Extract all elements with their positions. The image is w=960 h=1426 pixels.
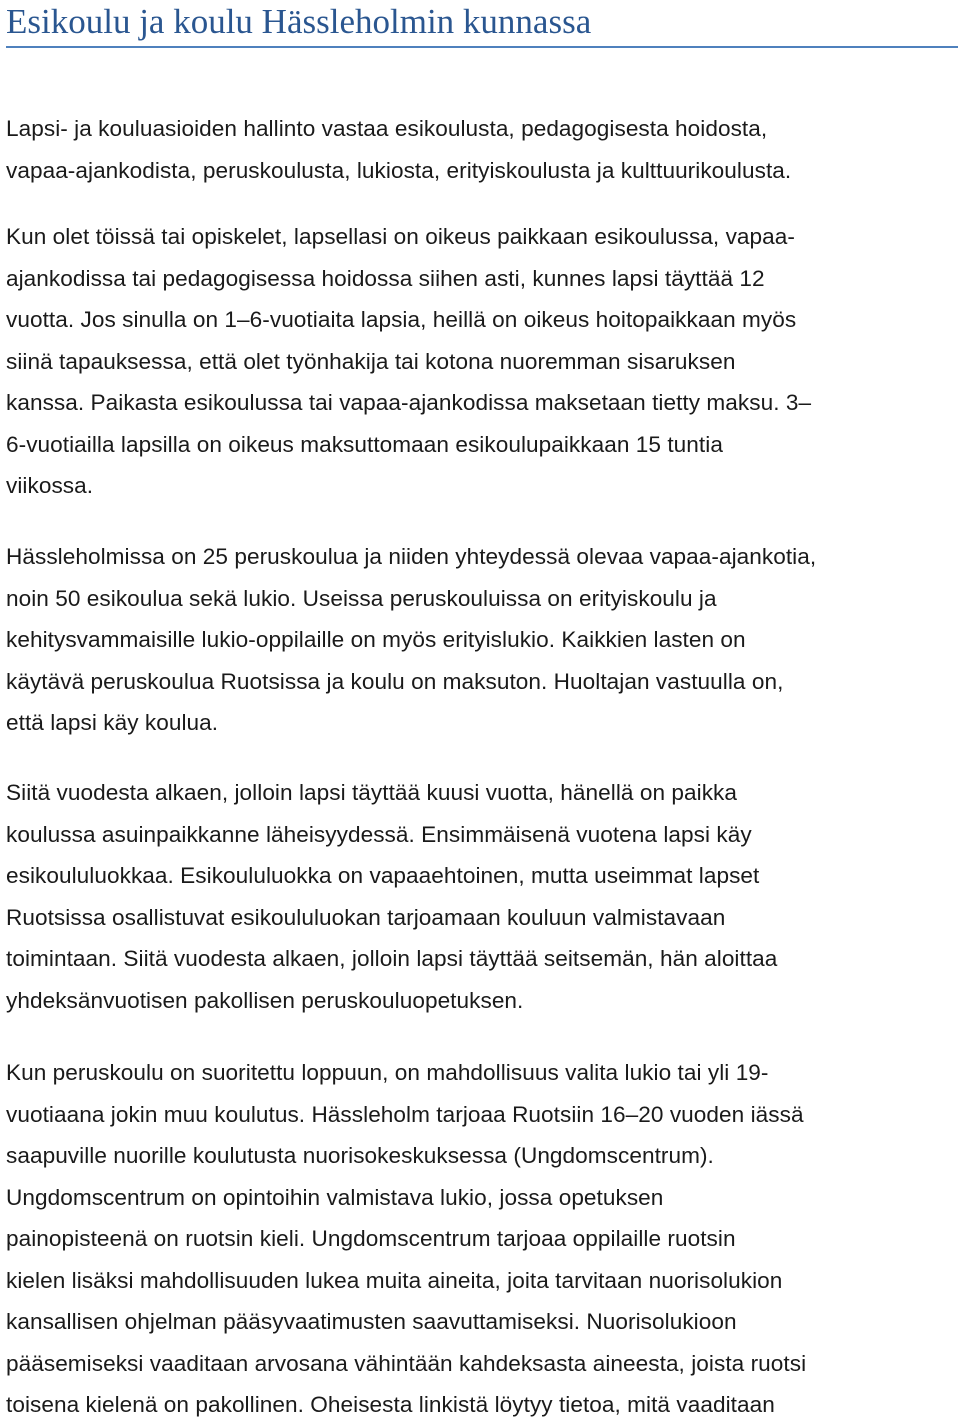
- text-line: esikoululuokkaa. Esikoululuokka on vapaaehtoinen, mutta useimmat lapset: [6, 863, 760, 888]
- text-line: Kun olet töissä tai opiskelet, lapsellasi on oikeus paikkaan esikoulussa, vapaa-: [6, 224, 795, 249]
- text-line: vuotta. Jos sinulla on 1–6-vuotiaita lapsia, heillä on oikeus hoitopaikkaan myös: [6, 307, 797, 332]
- text-line: koulussa asuinpaikkanne läheisyydessä. Ensimmäisenä vuotena lapsi käy: [6, 821, 752, 847]
- text-line: kielen lisäksi mahdollisuuden lukea muita aineita, joita tarvitaan nuorisolukion: [6, 1267, 783, 1293]
- text-line: Siitä vuodesta alkaen, jolloin lapsi täyttää kuusi vuotta, hänellä on paikka: [6, 780, 738, 805]
- text-line: toimintaan. Siitä vuodesta alkaen, jolloin lapsi täyttää seitsemän, hän aloittaa: [6, 946, 778, 971]
- text-line: Lapsi- ja kouluasioiden hallinto vastaa esikoulusta, pedagogisesta hoidosta,: [6, 116, 768, 141]
- text-line: kansallisen ohjelman pääsyvaatimusten saavuttamiseksi. Nuorisolukioon: [6, 1309, 737, 1334]
- text-line: käytävä peruskoulua Ruotsissa ja koulu on maksuton. Huoltajan vastuulla on,: [6, 668, 784, 694]
- text-line: pääsemiseksi vaaditaan arvosana vähintään kahdeksasta aineesta, joista ruotsi: [6, 1350, 807, 1376]
- page-title: Esikoulu ja koulu Hässleholmin kunnassa: [6, 0, 958, 48]
- paragraph-schools-overview: [6, 536, 816, 744]
- text-line: saapuville nuorille koulutusta nuorisokeskuksessa (Ungdomscentrum).: [6, 1143, 714, 1168]
- text-line: 6-vuotiailla lapsilla on oikeus maksuttomaan esikoulupaikkaan 15 tuntia: [6, 431, 723, 457]
- text-line: vapaa-ajankodista, peruskoulusta, lukiosta, erityiskoulusta ja kulttuurikoulusta.: [6, 157, 792, 183]
- text-line: toisena kielenä on pakollinen. Oheisesta linkistä löytyy tietoa, mitä vaaditaan: [6, 1392, 775, 1417]
- text-line: että lapsi käy koulua.: [6, 710, 219, 735]
- paragraph-administration: [6, 108, 791, 191]
- text-line: yhdeksänvuotisen pakollisen peruskouluopetuksen.: [6, 987, 524, 1013]
- text-line: noin 50 esikoulua sekä lukio. Useissa peruskouluissa on erityiskoulu ja: [6, 585, 717, 611]
- text-line: painopisteenä on ruotsin kieli. Ungdomscentrum tarjoaa oppilaille ruotsin: [6, 1226, 736, 1251]
- paragraph-childcare-rights: [6, 216, 811, 507]
- text-line: Ungdomscentrum on opintoihin valmistava lukio, jossa opetuksen: [6, 1184, 664, 1210]
- document-page: [6, 0, 958, 1417]
- text-line: kanssa. Paikasta esikoulussa tai vapaa-ajankodissa maksetaan tietty maksu. 3–: [6, 390, 812, 415]
- text-line: siinä tapauksessa, että olet työnhakija tai kotona nuoremman sisaruksen: [6, 348, 736, 374]
- paragraph-upper-secondary: [6, 1052, 806, 1426]
- text-line: vuotiaana jokin muu koulutus. Hässleholm tarjoaa Ruotsiin 16–20 vuoden iässä: [6, 1101, 804, 1127]
- paragraph-school-start: [6, 772, 777, 1021]
- text-line: Ruotsissa osallistuvat esikoululuokan tarjoamaan kouluun valmistavaan: [6, 904, 726, 930]
- text-line: viikossa.: [6, 473, 94, 498]
- text-line: ajankodissa tai pedagogisessa hoidossa siihen asti, kunnes lapsi täyttää 12: [6, 265, 765, 291]
- text-line: Hässleholmissa on 25 peruskoulua ja niiden yhteydessä olevaa vapaa-ajankotia,: [6, 544, 817, 569]
- text-line: Kun peruskoulu on suoritettu loppuun, on mahdollisuus valita lukio tai yli 19-: [6, 1060, 769, 1085]
- text-line: kehitysvammaisille lukio-oppilaille on myös erityislukio. Kaikkien lasten on: [6, 627, 746, 652]
